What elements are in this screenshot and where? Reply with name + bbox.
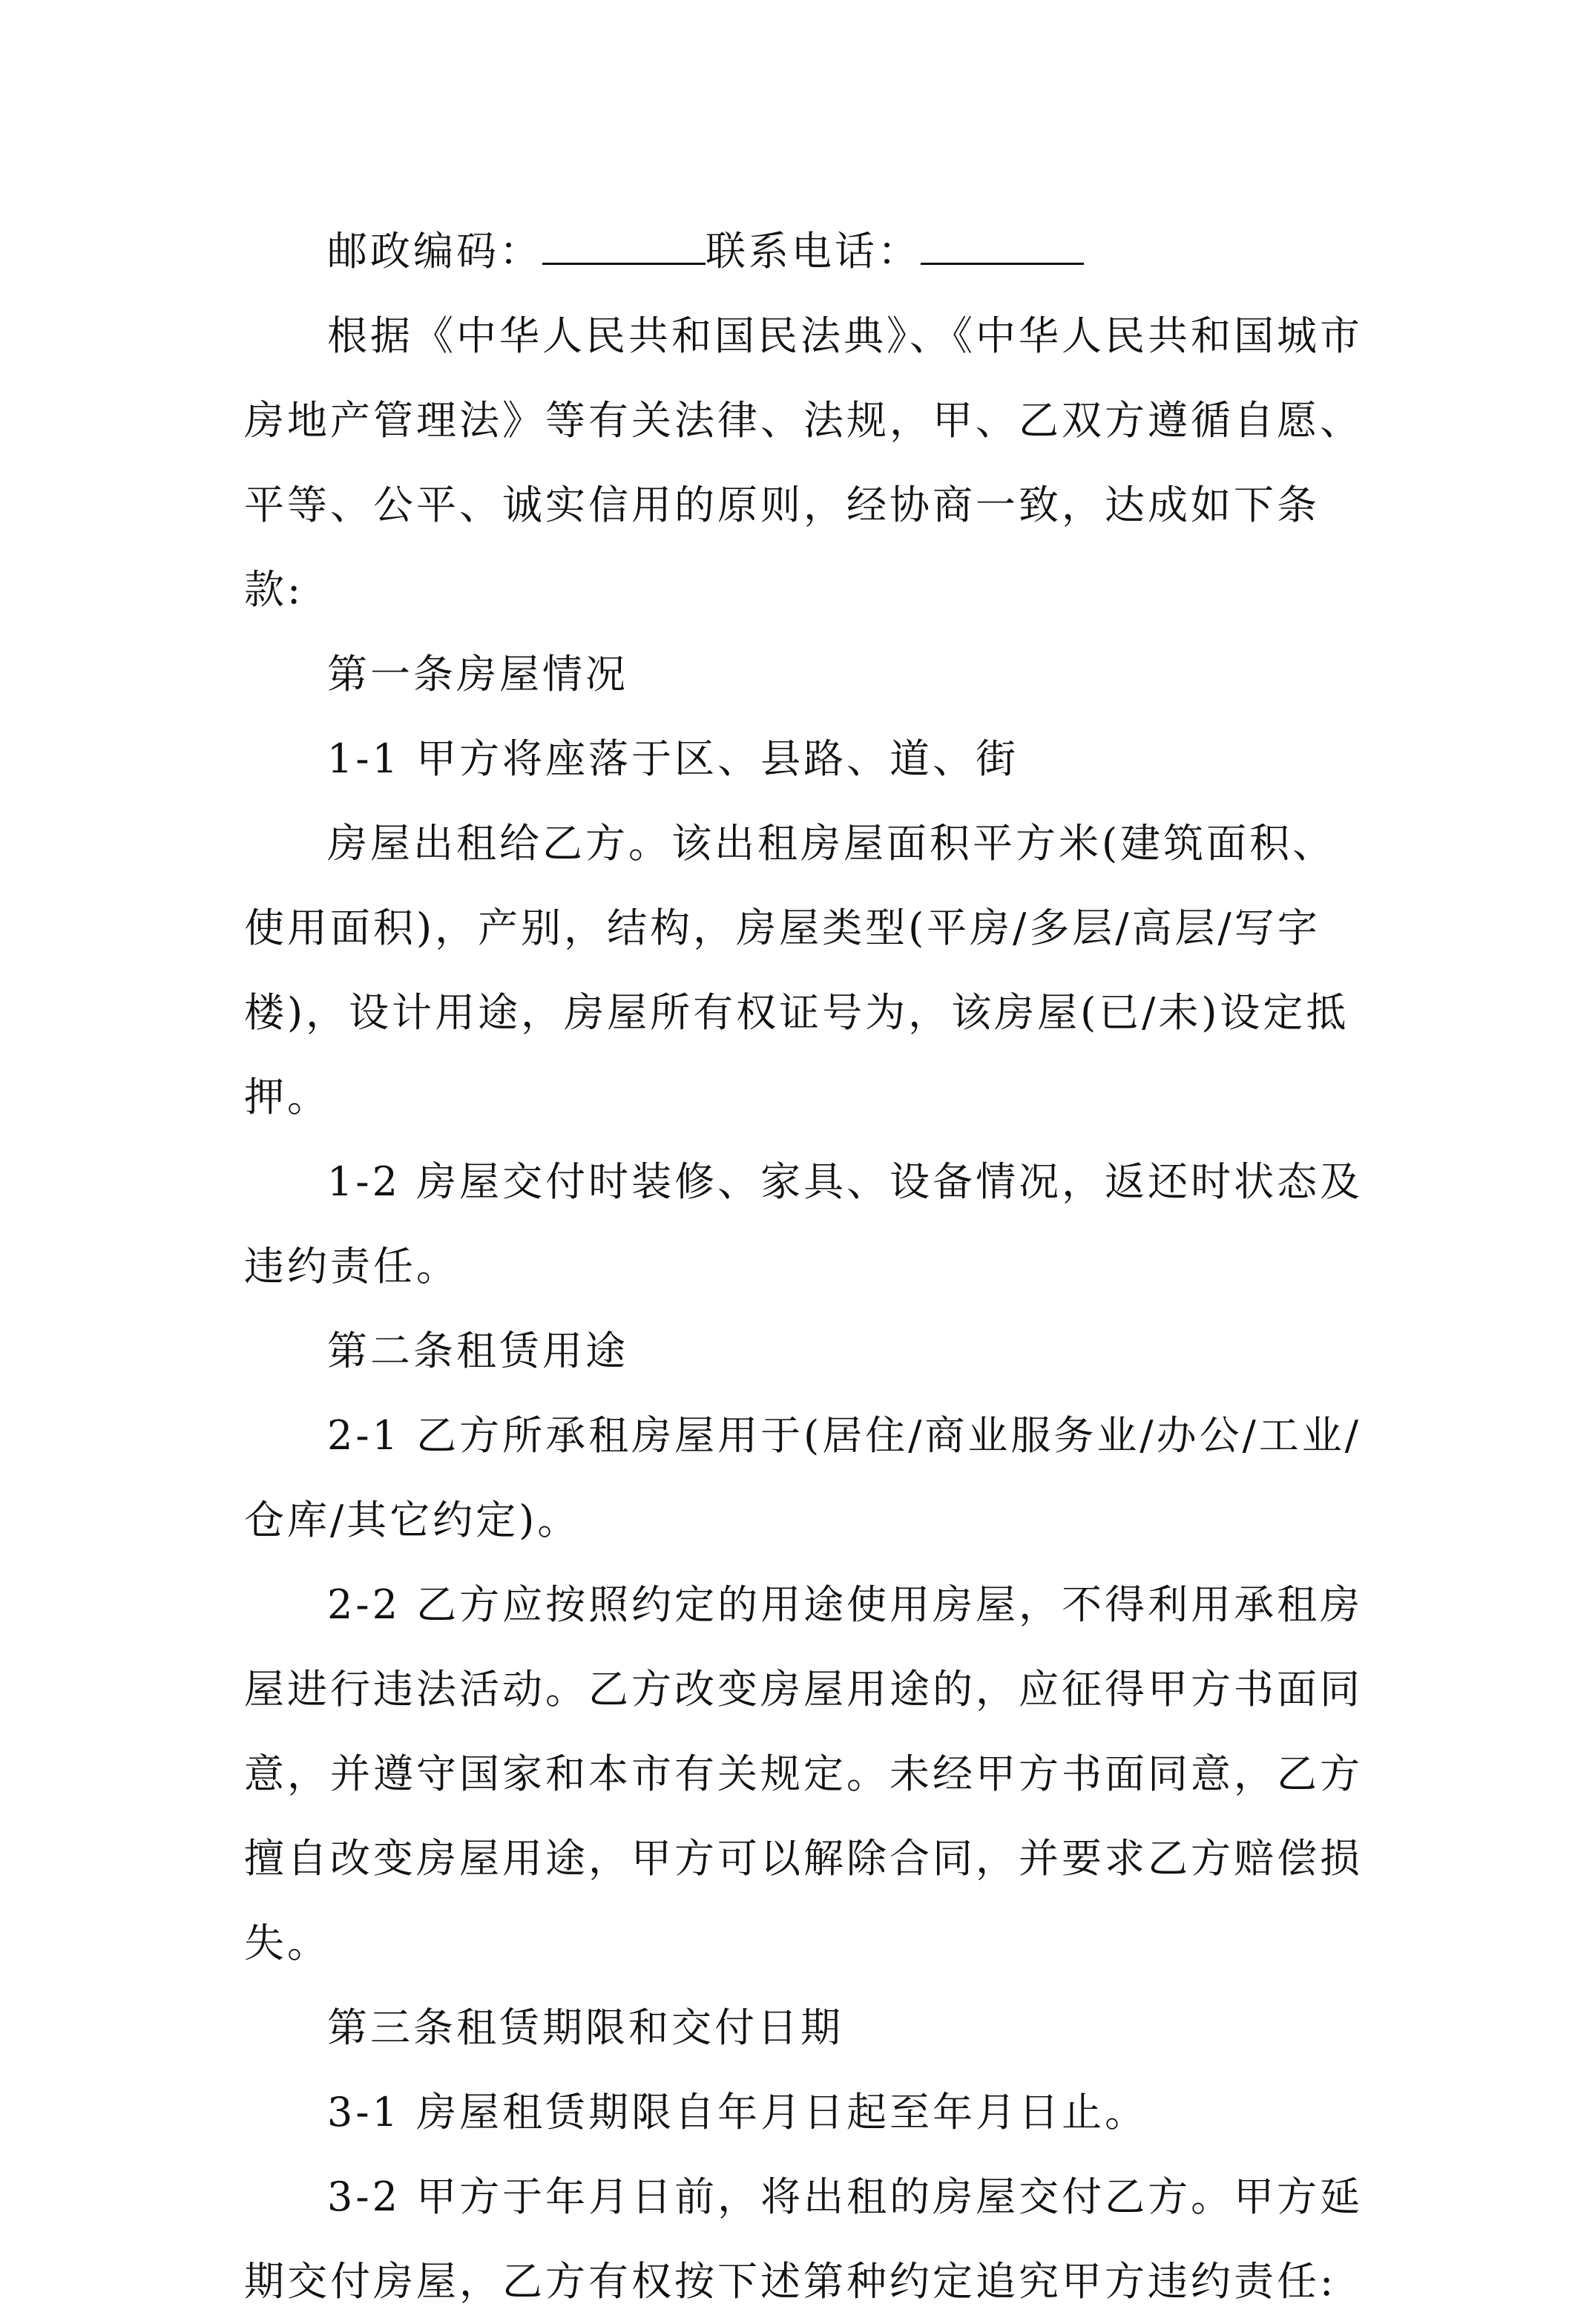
clause-2-1: 2-1 乙方所承租房屋用于(居住/商业服务业/办公/工业/仓库/其它约定)。 xyxy=(244,1412,1361,1543)
phone-label: 联系电话： xyxy=(706,228,921,275)
postal-code-label: 邮政编码： xyxy=(327,228,542,275)
contact-line xyxy=(244,209,1372,294)
clause-1-1: 1-1 甲方将座落于区、县路、道、街 xyxy=(327,735,1019,782)
document-body xyxy=(244,209,1372,2324)
preamble-paragraph: 根据《中华人民共和国民法典》、《中华人民共和国城市房地产管理法》等有关法律、法规，甲、乙双方遵循自愿、平等、公平、诚实信用的原则，经协商一致，达成如下条款: xyxy=(244,312,1363,613)
clause-1-2: 1-2 房屋交付时装修、家具、设备情况，返还时状态及违约责任。 xyxy=(244,1158,1364,1290)
article-3-heading: 第三条租赁期限和交付日期 xyxy=(327,2004,843,2051)
article-1-heading: 第一条房屋情况 xyxy=(327,651,628,697)
clause-2-2: 2-2 乙方应按照约定的用途使用房屋，不得利用承租房屋进行违法活动。乙方改变房屋用途的，应征得甲方书面同意，并遵守国家和本市有关规定。未经甲方书面同意，乙方擅自改变房屋用途，甲方可以解除合同，并要求乙方赔偿损失。 xyxy=(244,1581,1364,1966)
clause-3-1: 3-1 房屋租赁期限自年月日起至年月日止。 xyxy=(327,2089,1148,2136)
phone-blank xyxy=(921,227,1084,265)
clause-1-1-continued: 房屋出租给乙方。该出租房屋面积平方米(建筑面积、使用面积)，产别，结构，房屋类型(平房/多层/高层/写字楼)，设计用途，房屋所有权证号为，该房屋(已/未)设定抵押。 xyxy=(244,820,1349,1120)
clause-3-2: 3-2 甲方于年月日前，将出租的房屋交付乙方。甲方延期交付房屋，乙方有权按下述第种约定追究甲方违约责任: xyxy=(244,2173,1364,2305)
postal-code-blank xyxy=(542,227,706,265)
article-2-heading: 第二条租赁用途 xyxy=(327,1327,628,1374)
